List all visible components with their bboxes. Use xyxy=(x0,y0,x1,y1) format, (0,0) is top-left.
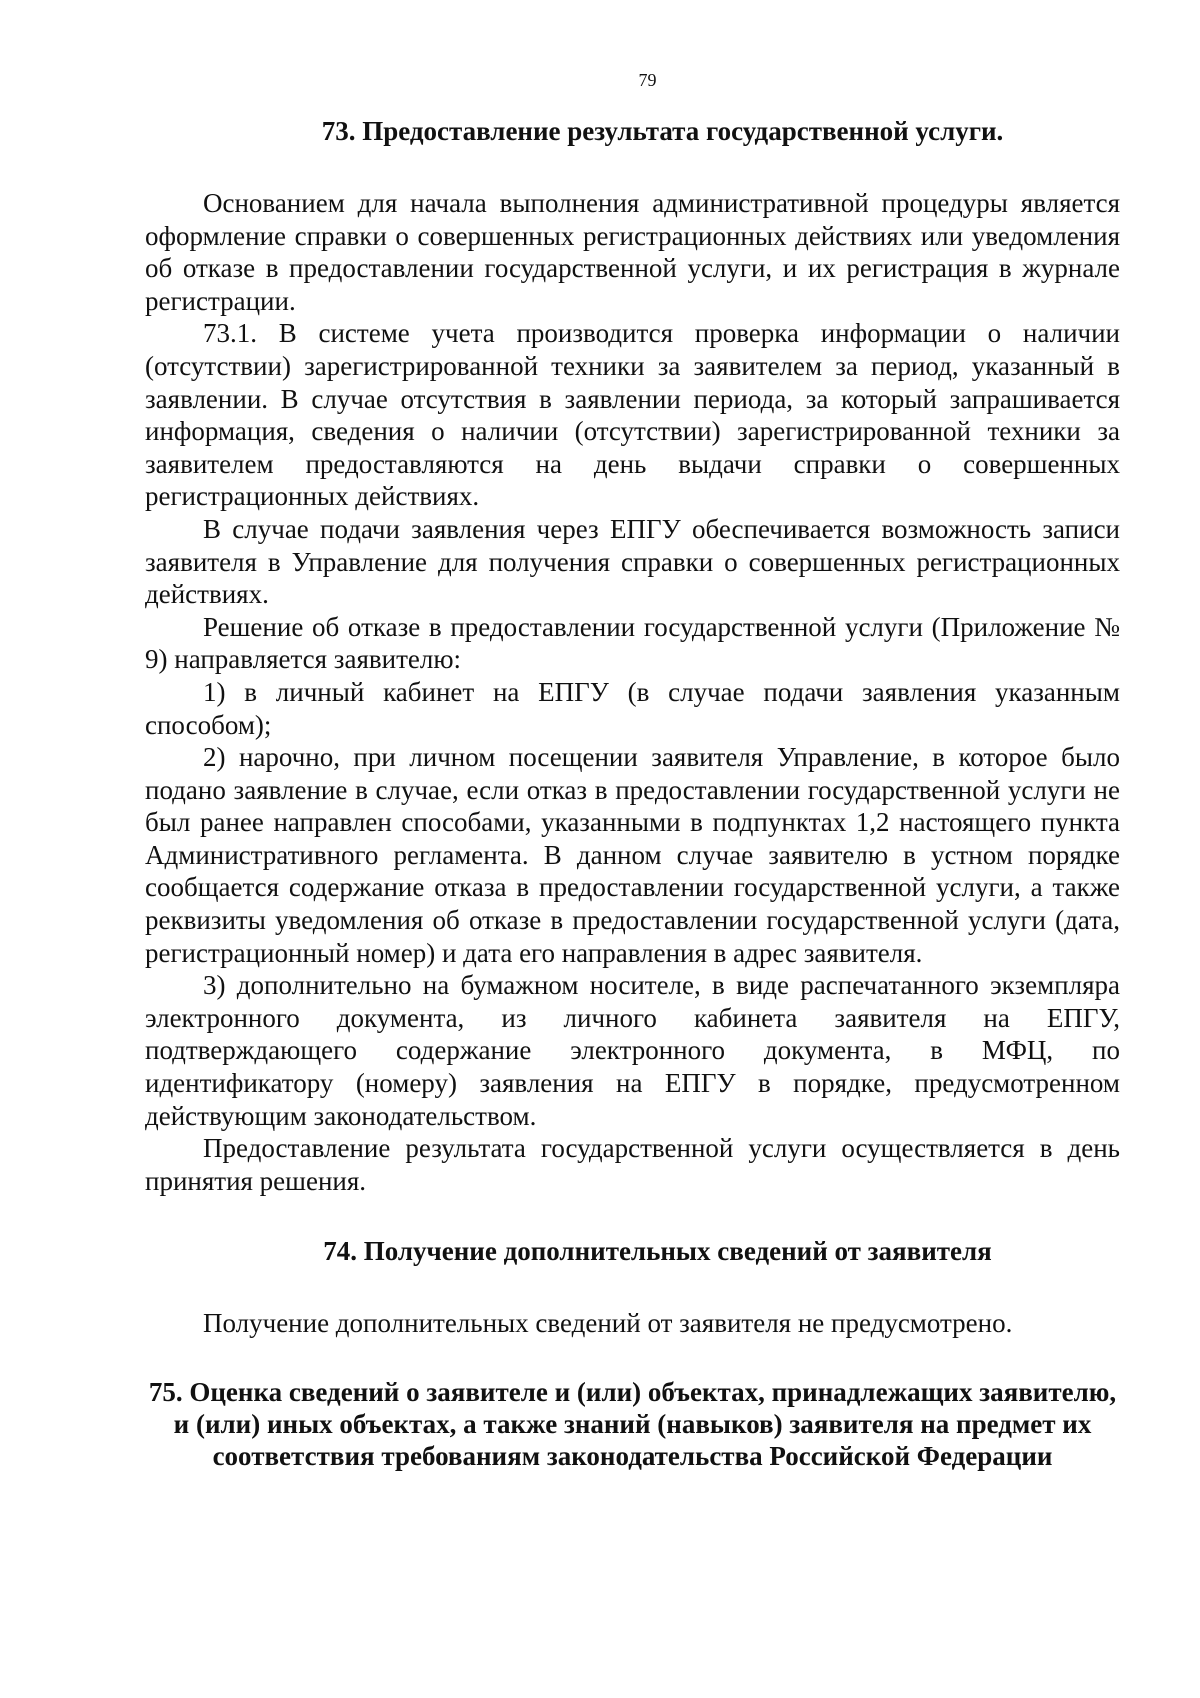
paragraph: Предоставление результата государственной услуги осуществляется в день принятия решения. xyxy=(145,1133,1120,1196)
paragraph: 73.1. В системе учета производится проверка информации о наличии (отсутствии) зарегистрированной техники за заявителем за период, указанный в заявлении. В случае отсутствия в заявлении периода, за который запрашивается информация, сведения о наличии (отсутствии) зарегистрированной техники за заявителем предоставляются на день выдачи справки о совершенных регистрационных действиях. xyxy=(145,318,1120,512)
paragraph: В случае подачи заявления через ЕПГУ обеспечивается возможность записи заявителя в Управление для получения справки о совершенных регистрационных действиях. xyxy=(145,513,1120,610)
page-number: 79 xyxy=(638,70,657,90)
list-item: 2) нарочно, при личном посещении заявителя Управление, в которое было подано заявление в случае, если отказ в предоставлении государственной услуги не был ранее направлен способами, указанными в подпунктах 1,2 настоящего пункта Административного регламента. В данном случае заявителю в устном порядке сообщается содержание отказа в предоставлении государственной услуги, а также реквизиты уведомления об отказе в предоставлении государственной услуги (дата, регистрационный номер) и дата его направления в адрес заявителя. xyxy=(145,742,1120,968)
section-75-heading: 75. Оценка сведений о заявителе и (или) объектах, принадлежащих заявителю, и (или) иных объектах, а также знаний (навыков) заявителя на предмет их соответствия требованиям законодательства Российской Федерации xyxy=(148,1377,1117,1471)
paragraph: Решение об отказе в предоставлении государственной услуги (Приложение № 9) направляется заявителю: xyxy=(145,611,1120,675)
list-item: 1) в личный кабинет на ЕПГУ (в случае подачи заявления указанным способом); xyxy=(145,676,1120,740)
section-73-heading: 73. Предоставление результата государственной услуги. xyxy=(321,116,1004,146)
section-74-heading: 74. Получение дополнительных сведений от заявителя xyxy=(323,1236,992,1267)
paragraph: Получение дополнительных сведений от заявителя не предусмотрено. xyxy=(203,1308,1013,1339)
paragraph: Основанием для начала выполнения административной процедуры является оформление справки о совершенных регистрационных действиях или уведомления об отказе в предоставлении государственной услуги, и их регистрация в журнале регистрации. xyxy=(145,188,1120,316)
list-item: 3) дополнительно на бумажном носителе, в виде распечатанного экземпляра электронного документа, из личного кабинета заявителя на ЕПГУ, подтверждающего содержание электронного документа, в МФЦ, по идентификатору (номеру) заявления на ЕПГУ в порядке, предусмотренном действующим законодательством. xyxy=(145,970,1120,1131)
document-page xyxy=(145,70,1120,1472)
